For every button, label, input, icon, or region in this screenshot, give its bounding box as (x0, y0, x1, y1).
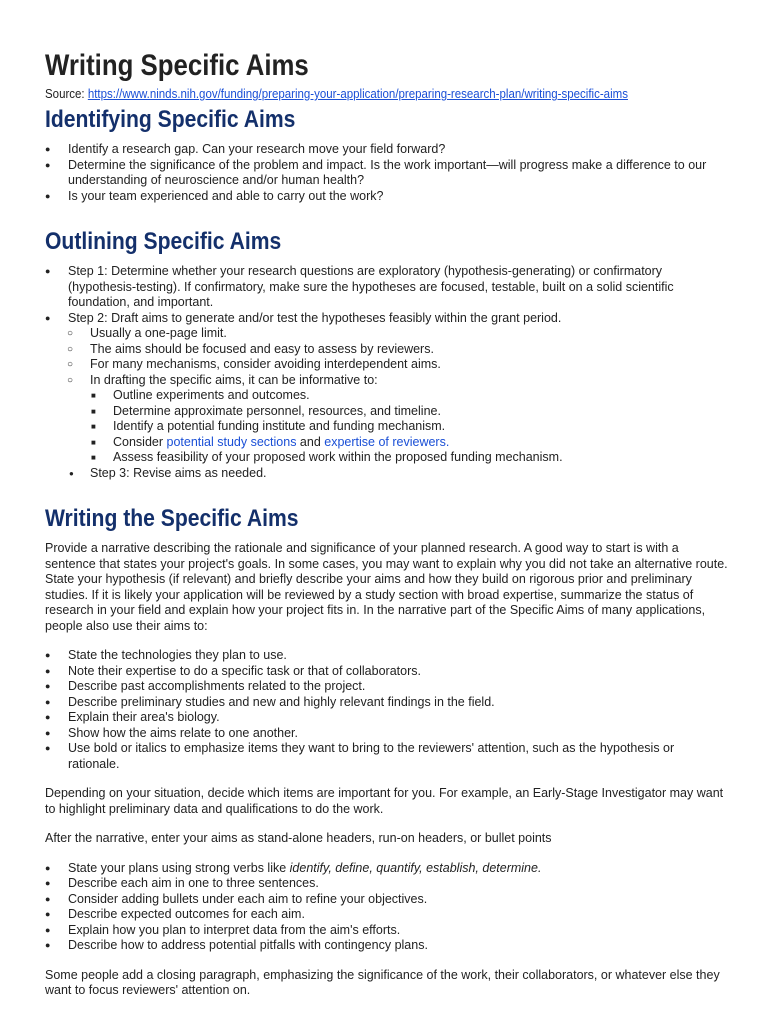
list-item: ● Identify a research gap. Can your research move your field forward? (45, 142, 728, 158)
step2-text: Step 2: Draft aims to generate and/or test the hypotheses feasibly within the grant period. (68, 310, 562, 325)
list-item: ● Is your team experienced and able to carry out the work? (45, 189, 728, 205)
list-item: ● Use bold or italics to emphasize items they want to bring to the reviewers' attention, such as the hypothesis or rationale. (45, 741, 728, 772)
list-item: ■ Outline experiments and outcomes. (45, 388, 728, 404)
list-item: ○ In drafting the specific aims, it can be informative to: (45, 373, 728, 389)
list-item: ○ The aims should be focused and easy to assess by reviewers. (45, 342, 728, 358)
list-item: ● Explain their area's biology. (45, 710, 728, 726)
drafting-sublist (45, 388, 728, 466)
list-item: ○ Usually a one-page limit. (45, 326, 728, 342)
study-sections-link[interactable]: potential study sections (166, 434, 297, 449)
consider-and: and (296, 434, 325, 449)
step3-list (45, 466, 728, 482)
list-item: ● Note their expertise to do a specific task or that of collaborators. (45, 664, 728, 680)
list-item: ● Explain how you plan to interpret data from the aim's efforts. (45, 923, 728, 939)
list-item: ● Describe preliminary studies and new and highly relevant findings in the field. (45, 695, 728, 711)
list-item: ● Describe expected outcomes for each aim. (45, 907, 728, 923)
list-item (45, 311, 728, 327)
list-item: ■ Determine approximate personnel, resources, and timeline. (45, 404, 728, 420)
list-item: ○ For many mechanisms, consider avoiding interdependent aims. (45, 357, 728, 373)
narrative-paragraph: Provide a narrative describing the rationale and significance of your planned research. A good way to start is with a sentence that states your project's goals. In some cases, you may want to explain why you did not take an alternative route. State your hypothesis (if relevant) and briefly describe your aims and how they build on rigorous prior and preliminary studies. If it is likely your application will be reviewed by a study section with broad expertise, summarize the status of research in your field and explain how your project fits in. In the narrative part of the Specific Aims of many applications, people also use their aims to: (45, 541, 728, 633)
list-item: ■ Identify a potential funding institute and funding mechanism. (45, 419, 728, 435)
step2-sublist (45, 326, 728, 388)
list-item: ● Show how the aims relate to one another. (45, 726, 728, 742)
list-item: ■ Assess feasibility of your proposed work within the proposed funding mechanism. (45, 450, 728, 466)
page-title: Writing Specific Aims (45, 49, 309, 82)
verbs-italic: identify, define, quantify, establish, determine. (289, 860, 542, 875)
identifying-list (45, 142, 728, 204)
list-item: ● Describe how to address potential pitfalls with contingency plans. (45, 938, 728, 954)
after-narrative-paragraph: After the narrative, enter your aims as stand-alone headers, run-on headers, or bullet points (45, 831, 552, 845)
list-item: ● Step 1: Determine whether your research questions are exploratory (hypothesis-generating) or confirmatory (hypothesis-testing). If confirmatory, make sure the hypotheses are focused, testable, built on a solid scientific foundation, and important. (45, 264, 728, 311)
outlining-list (45, 264, 728, 326)
list-item: ● Describe past accomplishments related to the project. (45, 679, 728, 695)
source-label: Source: (45, 87, 88, 101)
verbs-prefix: State your plans using strong verbs like (68, 860, 290, 875)
narrative-list (45, 648, 728, 772)
heading-outlining: Outlining Specific Aims (45, 228, 282, 255)
list-item: ● State the technologies they plan to use. (45, 648, 728, 664)
list-item: ● Step 3: Revise aims as needed. (45, 466, 728, 482)
heading-identifying: Identifying Specific Aims (45, 106, 296, 133)
expertise-reviewers-link[interactable]: expertise of reviewers. (324, 434, 450, 449)
consider-prefix: Consider (113, 434, 167, 449)
list-item (45, 435, 728, 451)
heading-writing: Writing the Specific Aims (45, 505, 299, 532)
source-line (45, 86, 673, 102)
list-item (45, 861, 728, 877)
source-link[interactable]: https://www.ninds.nih.gov/funding/preparing-your-application/preparing-research-plan/writing-specific-aims (87, 87, 628, 101)
list-item: ● Consider adding bullets under each aim to refine your objectives. (45, 892, 728, 908)
list-item: ● Describe each aim in one to three sentences. (45, 876, 728, 892)
list-item: ● Determine the significance of the problem and impact. Is the work important—will progress make a difference to our understanding of neuroscience and/or human health? (45, 158, 728, 189)
aims-list (45, 861, 728, 954)
situation-paragraph: Depending on your situation, decide which items are important for you. For example, an Early-Stage Investigator may want to highlight preliminary data and qualifications to do the work. (45, 786, 724, 816)
closing-paragraph: Some people add a closing paragraph, emphasizing the significance of the work, their collaborators, or whatever else they want to focus reviewers' attention on. (45, 967, 720, 997)
